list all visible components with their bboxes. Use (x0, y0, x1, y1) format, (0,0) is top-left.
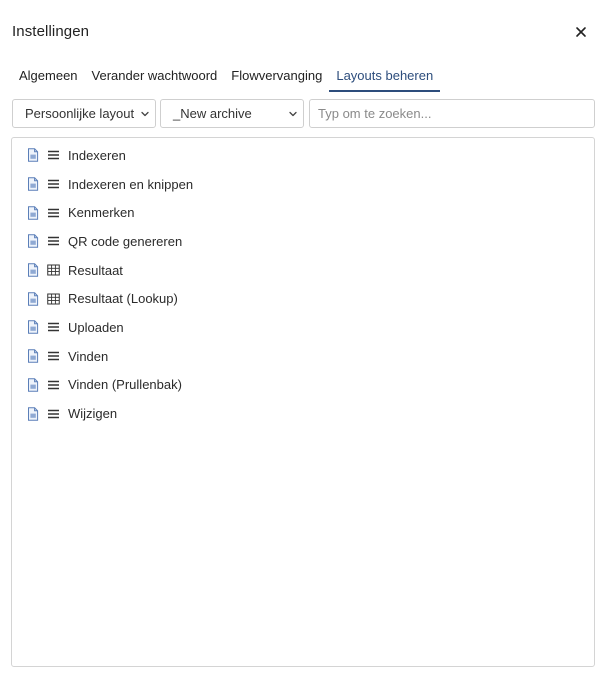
tab-verander-wachtwoord[interactable]: Verander wachtwoord (91, 68, 218, 83)
list-icon (47, 207, 60, 219)
layout-list-item[interactable] (12, 227, 594, 256)
list-icon (47, 178, 60, 190)
list-icon (47, 235, 60, 247)
layout-list-item[interactable] (12, 399, 594, 428)
document-icon (27, 234, 39, 248)
archive-select[interactable] (160, 99, 304, 128)
layout-item-label: QR code genereren (68, 233, 183, 249)
layout-list-item[interactable] (12, 342, 594, 371)
document-icon (27, 407, 39, 421)
chevron-down-icon (139, 108, 151, 120)
list-icon (47, 379, 60, 391)
dialog-title: Instellingen (12, 23, 90, 40)
archive-value: _New archive (173, 106, 252, 121)
layout-item-label: Indexeren en knippen (68, 176, 194, 192)
tab-flowvervanging[interactable]: Flowvervanging (231, 68, 323, 83)
document-icon (27, 349, 39, 363)
document-icon (27, 177, 39, 191)
layout-list-item[interactable] (12, 371, 594, 400)
layout-type-select[interactable] (12, 99, 156, 128)
layout-item-label: Indexeren (68, 147, 126, 163)
list-icon (47, 408, 60, 420)
document-icon (27, 206, 39, 220)
layout-list-item[interactable] (12, 256, 594, 285)
document-icon (27, 263, 39, 277)
filter-bar (12, 99, 595, 128)
layout-item-label: Wijzigen (68, 406, 118, 422)
table-icon (47, 264, 60, 276)
list-icon (47, 350, 60, 362)
layout-item-label: Uploaden (68, 319, 124, 335)
document-icon (27, 378, 39, 392)
layout-item-label: Kenmerken (68, 205, 135, 221)
document-icon (27, 148, 39, 162)
close-icon[interactable] (571, 22, 591, 42)
list-icon (47, 149, 60, 161)
chevron-down-icon (287, 108, 299, 120)
layout-list-item[interactable] (12, 198, 594, 227)
search-input[interactable] (309, 99, 595, 128)
layout-item-label: Vinden (Prullenbak) (68, 377, 182, 393)
list-icon (47, 321, 60, 333)
tab-bar (12, 64, 440, 92)
layout-list (11, 137, 595, 667)
layout-item-label: Resultaat (Lookup) (68, 291, 178, 307)
document-icon (27, 320, 39, 334)
layout-item-label: Vinden (68, 348, 109, 364)
tab-layouts-beheren[interactable]: Layouts beheren (329, 64, 440, 92)
layout-item-label: Resultaat (68, 262, 123, 278)
table-icon (47, 293, 60, 305)
tab-algemeen[interactable]: Algemeen (19, 68, 78, 83)
layout-list-item[interactable] (12, 284, 594, 313)
layout-list-item[interactable] (12, 313, 594, 342)
layout-list-item[interactable] (12, 141, 594, 170)
layout-type-value: Persoonlijke layout (25, 106, 135, 121)
layout-list-item[interactable] (12, 170, 594, 199)
document-icon (27, 292, 39, 306)
